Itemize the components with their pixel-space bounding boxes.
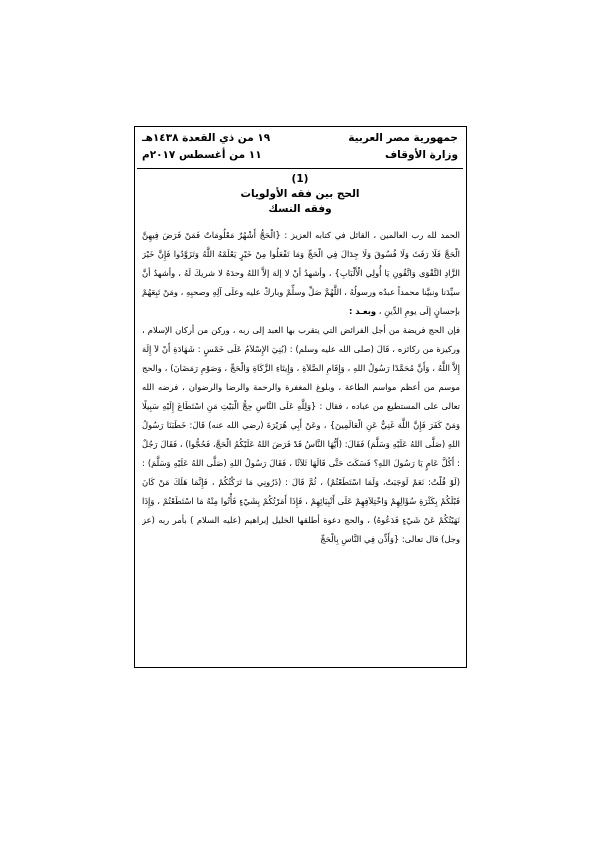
- page-header: [142, 130, 460, 164]
- sermon-title-line2: وفقه النسك: [268, 203, 332, 215]
- hijri-date: ١٩ من ذي القعدة ١٤٣٨هـ: [142, 132, 271, 144]
- header-row-2: [142, 147, 460, 163]
- intro-paragraph: [142, 226, 460, 321]
- country-name: جمهورية مصر العربية: [348, 132, 458, 144]
- sermon-title-block: [137, 172, 463, 217]
- sermon-number: (1): [291, 173, 309, 185]
- sermon-body: [142, 226, 460, 662]
- gregorian-date: ١١ من أغسطس ٢٠١٧م: [142, 149, 262, 161]
- ministry-name: وزارة الأوقاف: [384, 149, 458, 161]
- intro-transition: وبعـد :: [349, 306, 377, 316]
- intro-text: الحمد لله رب العالمين ، القائل في كتابه العزيز : {الْحَجُّ أَشْهُرٌ مَعْلُومَاتٌ فَمَنْ فَرَضَ فِيهِنَّ الْحَجَّ فَلَا رَفَثَ وَلَا فُسُوقَ وَلَا جِدَالَ فِي الْحَجِّ وَمَا تَفْعَلُوا مِنْ خَيْرٍ يَعْلَمْهُ اللَّهُ وَتَزَوَّدُوا فَإِنَّ خَيْرَ الزَّادِ التَّقْوَى وَاتَّقُونِ يَا أُولِي الْأَلْبَابِ} ، وأشهدُ أنْ لا إلهَ إلاَّ اللهُ وحدَهُ لا شريكَ لَهُ ، وأشهدُ أنَّ سيِّدَنا ونبيَّنا محمداً عبدُه ورسولُهُ ، اللَّهُمَّ صَلِّ وسلِّمْ وباركْ عليه وعلَى آلِهِ وصحبِهِ ، ومَنْ تَبِعَهُمْ بإحسانٍ إلَى يومِ الدِّينِ ،: [142, 230, 460, 316]
- header-divider: [137, 168, 463, 169]
- main-paragraph: فإن الحج فريضة من أجل الفرائض التي يتقرب بها العبد إلى ربه ، وركن من أركان الإسلام ، وركيزة من ركائزه ، قَالَ (صلى الله عليه وسلم) : (بُنِيَ الإِسْلاَمُ عَلَى خَمْسٍ : شَهَادَةِ أَنْ لاَ إِلَهَ إِلاَّ اللَّهُ ، وَأَنَّ مُحَمَّدًا رَسُولُ اللهِ ، وَإِقَامِ الصَّلاَةِ ، وَإِيتَاءِ الزَّكَاةِ وَالْحَجِّ ، وَصَوْمِ رَمَضَانَ) ، والحج موسم من أعظم مواسم الطاعة ، وبلوغ المغفرة والرحمة والرضا والرضوان ، فرضه الله تعالى على المستطيع من عباده ، فقال : {وَلِلَّهِ عَلَى النَّاسِ حِجُّ الْبَيْتِ مَنِ اسْتَطَاعَ إِلَيْهِ سَبِيلًا وَمَنْ كَفَرَ فَإِنَّ اللَّهَ غَنِيٌّ عَنِ الْعَالَمِينَ} ، وعَنْ أَبِي هُرَيْرَةَ (رضي الله عنه) قَالَ: خَطَبَنَا رَسُولُ اللهِ (صَلَّى اللهُ عَلَيْهِ وَسَلَّمَ) فَقَالَ: (أَيُّهَا النَّاسُ قَدْ فَرَضَ اللهُ عَلَيْكُمُ الْحَجَّ، فَحُجُّوا) ، فَقَالَ رَجُلٌ : أَكُلَّ عَامٍ يَا رَسُولَ اللهِ؟ فَسَكَتَ حَتَّى قَالَهَا ثَلاَثًا ، فَقَالَ رَسُولُ اللهِ (صَلَّى اللهُ عَلَيْهِ وَسَلَّمَ) : (لَوْ قُلْتُ: نَعَمْ لَوَجَبَتْ، وَلَمَا اسْتَطَعْتُمْ) ، ثُمَّ قَالَ : (ذَرُونِي مَا تَرَكْتُكُمْ ، فَإِنَّمَا هَلَكَ مَنْ كَانَ قَبْلَكُمْ بِكَثْرَةِ سُؤَالِهِمْ وَاخْتِلاَفِهِمْ عَلَى أَنْبِيَائِهِمْ ، فَإِذَا أَمَرْتُكُمْ بِشَيْءٍ فَأْتُوا مِنْهُ مَا اسْتَطَعْتُمْ ، وَإِذَا نَهَيْتُكُمْ عَنْ شَيْءٍ فَدَعُوهُ) ، والحج دعوة أطلقها الخليل إبراهيم (عليه السلام ) بأمر ربه (عز وجل) قال تعالى: {وَأَذِّن فِي النَّاسِ بِالْحَجِّ: [142, 325, 460, 544]
- header-row-1: [142, 130, 460, 146]
- sermon-title-line1: الحج بين فقه الأولويات: [240, 188, 360, 200]
